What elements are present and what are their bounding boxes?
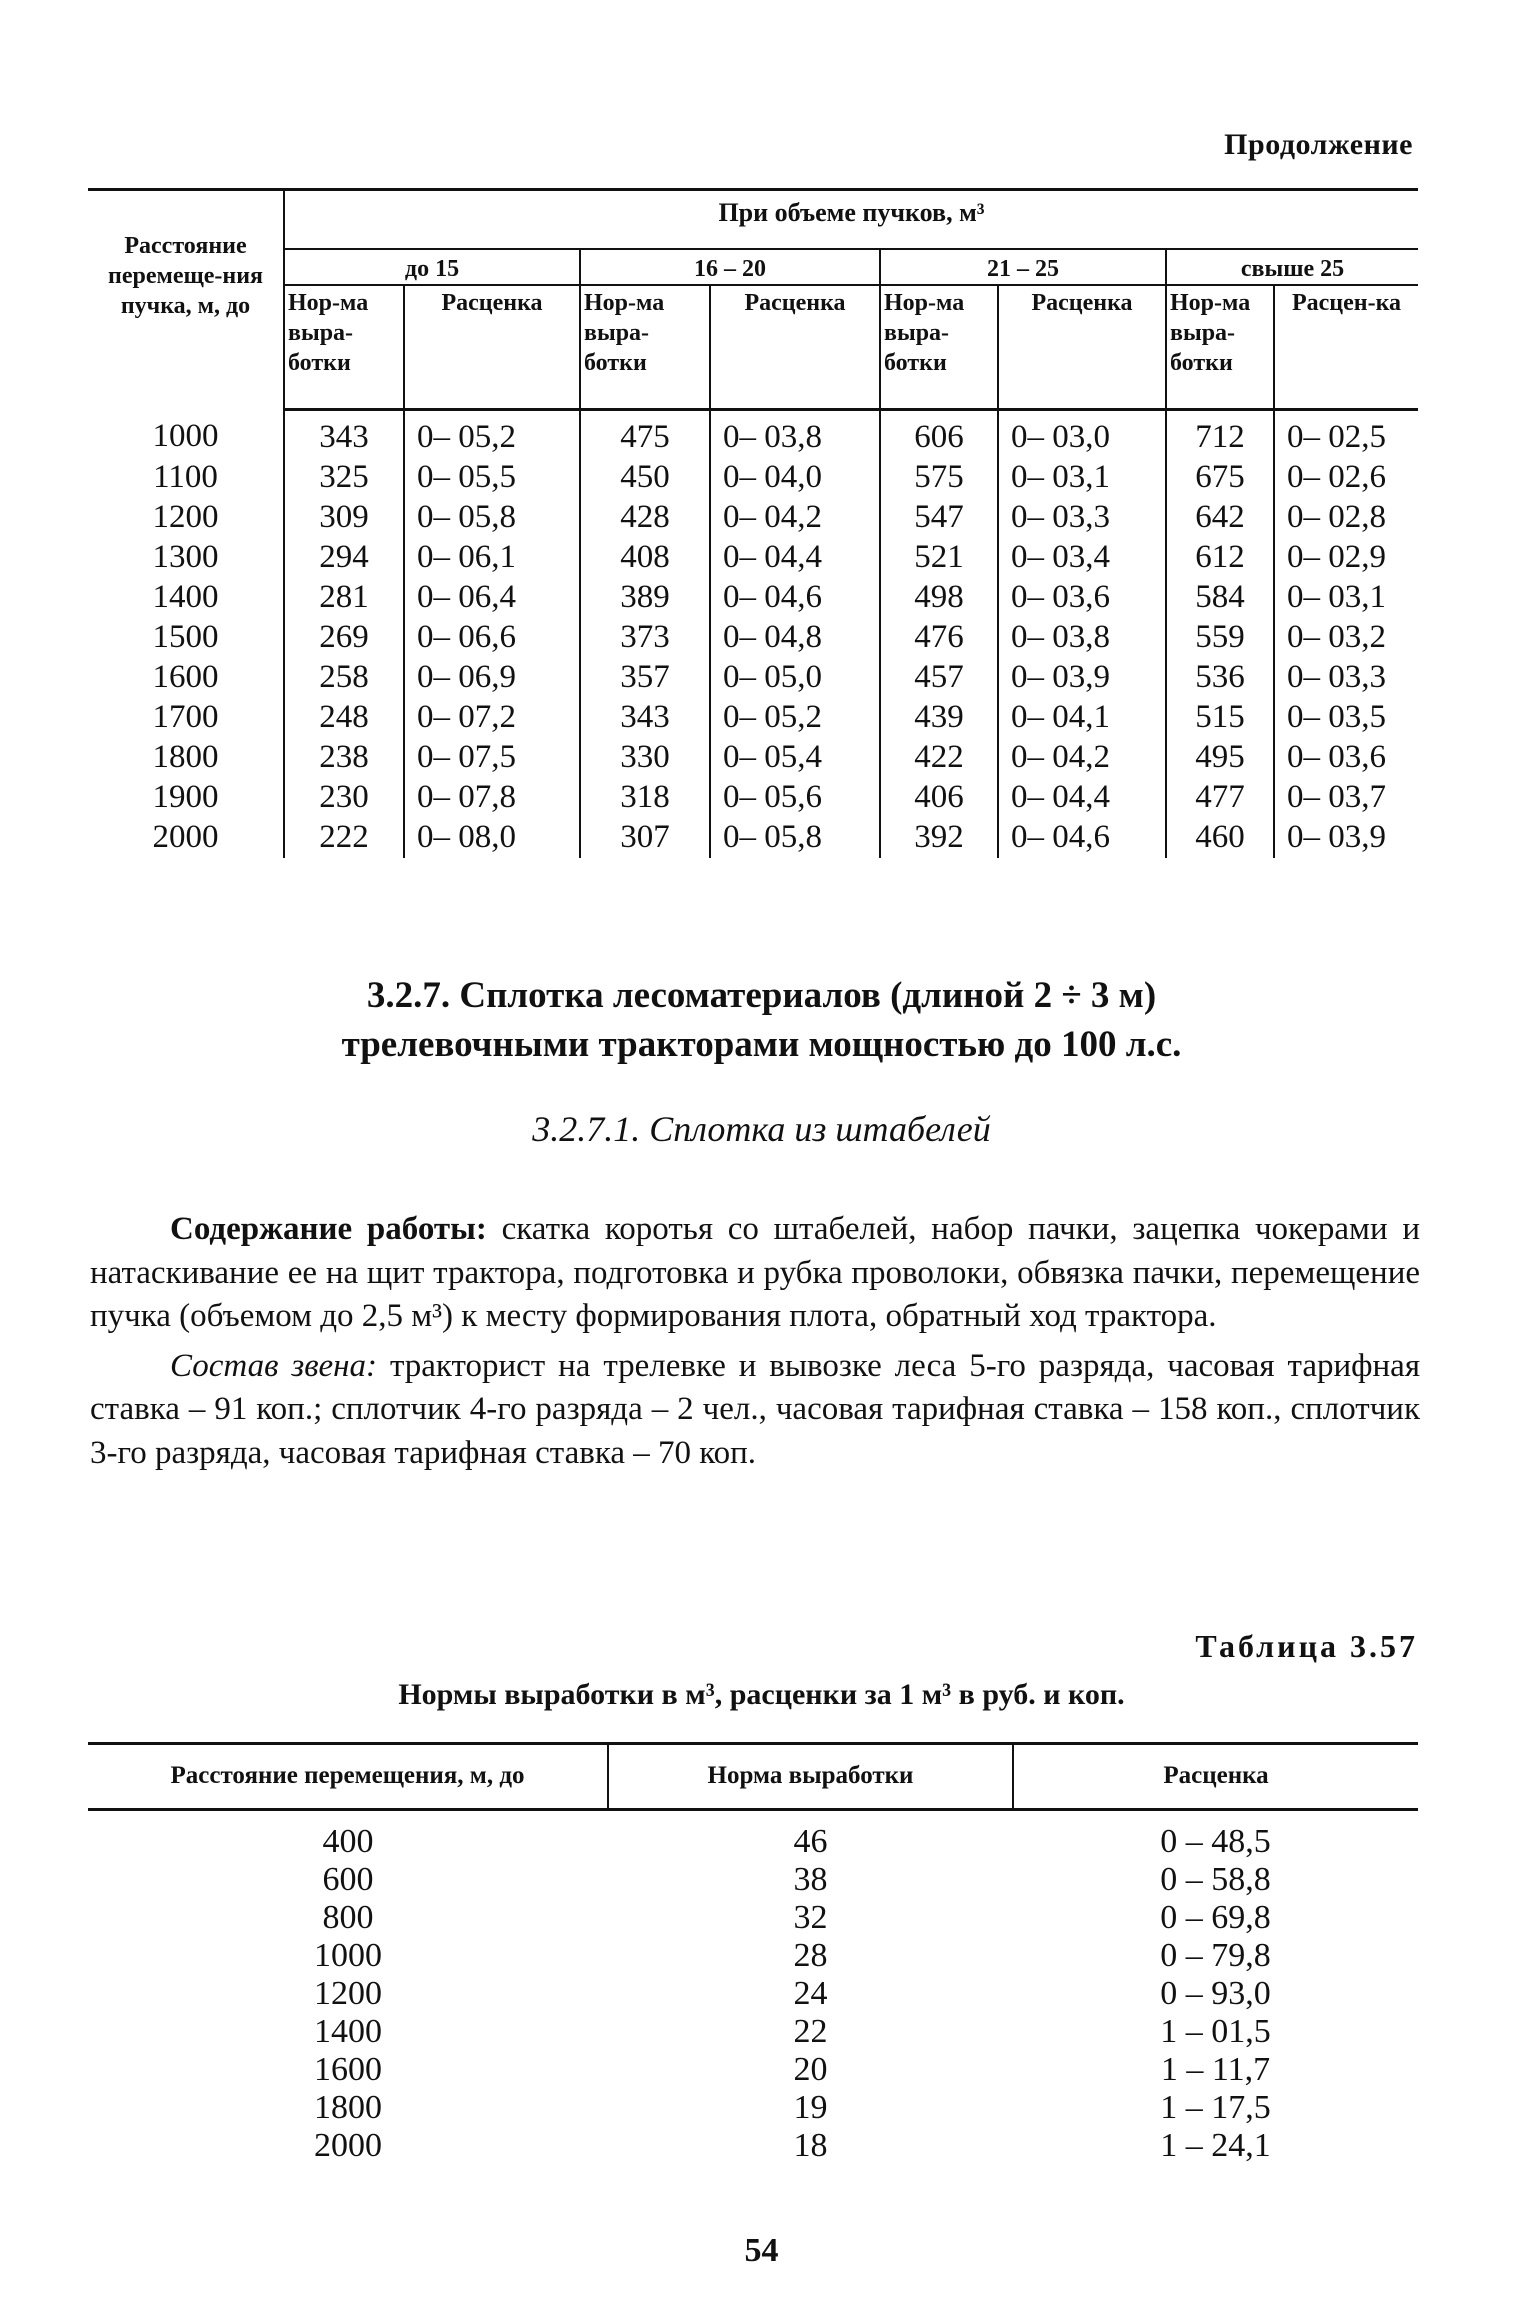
table-row [88,2013,1418,2051]
norm-cell: 389 [580,578,710,618]
distance-cell: 1200 [152,498,219,535]
norm-cell: 422 [880,738,998,778]
norm-cell: 521 [880,538,998,578]
rate-cell: 0– 03,5 [1274,698,1418,738]
rate-cell: 0– 04,6 [710,578,880,618]
rate-cell: 0– 03,1 [998,458,1166,498]
rate-header: Расценка [998,285,1166,410]
table-row [88,1810,1418,1862]
rate-cell: 0– 03,1 [1274,578,1418,618]
norm-cell: 712 [1166,409,1274,458]
distance-cell: 400 [322,1823,374,1860]
norm-cell: 20 [793,2051,828,2088]
rate-cell: 0– 06,9 [404,658,580,698]
norm-cell: 675 [1166,458,1274,498]
norm-cell: 38 [793,1861,828,1898]
norm-cell: 343 [580,698,710,738]
distance-cell: 1200 [314,1975,382,2012]
norm-cell: 392 [880,818,998,858]
work-text: скатка коротья со штабелей, набор пачки, зацепка чокерами и натаскивание ее на щит трактора, подготовка и рубка проволоки, обвязка пачки, перемещение пучка (объемом до 2,5 м³) к месту формирования плота, обратный ход трактора. [90,1211,1421,1335]
norm-cell: 269 [284,618,404,658]
rate-cell: 0– 03,8 [998,618,1166,658]
table-row [88,2051,1418,2089]
table-caption: Таблица 3.57 [1195,1628,1418,1664]
work-content-paragraph [90,1208,1420,1339]
rate-cell: 0 – 93,0 [1160,1975,1271,2012]
norm-cell: 475 [580,409,710,458]
norm-cell: 18 [793,2127,828,2164]
table-row [88,698,1418,738]
rate-cell: 0 – 58,8 [1160,1861,1271,1898]
norm-cell: 559 [1166,618,1274,658]
rate-cell: 0– 06,6 [404,618,580,658]
rate-cell: 0– 05,2 [404,409,580,458]
rate-cell: 0– 03,4 [998,538,1166,578]
norm-cell: 498 [880,578,998,618]
norm-cell: 24 [793,1975,828,2012]
rate-cell: 0– 04,6 [998,818,1166,858]
rate-cell: 0– 05,8 [404,498,580,538]
norm-cell: 238 [284,738,404,778]
rate-cell: 0– 07,5 [404,738,580,778]
distance-cell: 1500 [152,618,219,655]
norm-cell: 575 [880,458,998,498]
rate-cell: 0– 04,8 [710,618,880,658]
rate-cell: 0– 07,2 [404,698,580,738]
norm-header: Нор-ма выра-ботки [284,285,404,410]
distance-cell: 2000 [314,2127,382,2164]
norm-cell: 606 [880,409,998,458]
rate-cell: 0– 02,8 [1274,498,1418,538]
group-header: до 15 [284,249,580,285]
norm-cell: 230 [284,778,404,818]
table-row [88,2089,1418,2127]
group-header: свыше 25 [1166,249,1418,285]
rate-cell: 1 – 24,1 [1160,2127,1271,2164]
table-norms-by-volume [88,188,1418,858]
table-row [88,1937,1418,1975]
rate-cell: 0– 03,2 [1274,618,1418,658]
table-row [88,658,1418,698]
rate-cell: 0– 08,0 [404,818,580,858]
norm-cell: 460 [1166,818,1274,858]
work-label: Содержание работы: [170,1211,487,1247]
rate-header: Расценка [404,285,580,410]
norm-cell: 343 [284,409,404,458]
norm-cell: 248 [284,698,404,738]
distance-cell: 1400 [314,2013,382,2050]
norm-cell: 642 [1166,498,1274,538]
rate-cell: 0– 02,6 [1274,458,1418,498]
rate-cell: 0– 03,6 [998,578,1166,618]
table-row [88,458,1418,498]
norm-cell: 330 [580,738,710,778]
norm-cell: 22 [793,2013,828,2050]
norm-header: Нор-ма выра-ботки [580,285,710,410]
rate-header: Расценка [710,285,880,410]
norm-cell: 307 [580,818,710,858]
norm-cell: 357 [580,658,710,698]
rate-cell: 0– 03,9 [1274,818,1418,858]
rate-cell: 0– 04,2 [710,498,880,538]
table-title: Нормы выработки в м³, расценки за 1 м³ в руб. и коп. [398,1678,1125,1711]
table-row [88,818,1418,858]
rate-cell: 0– 06,4 [404,578,580,618]
rate-cell: 0– 03,8 [710,409,880,458]
t2-header-norm: Норма выработки [608,1744,1013,1810]
norm-cell: 450 [580,458,710,498]
group-header: 16 – 20 [580,249,880,285]
distance-cell: 1300 [152,538,219,575]
table-row [88,1861,1418,1899]
table-row [88,778,1418,818]
norm-cell: 19 [793,2089,828,2126]
norm-cell: 612 [1166,538,1274,578]
rate-header: Расцен-ка [1274,285,1418,410]
distance-cell: 1700 [152,698,219,735]
norm-cell: 222 [284,818,404,858]
rate-cell: 0– 03,0 [998,409,1166,458]
distance-cell: 800 [322,1899,374,1936]
crew-text: тракторист на трелевке и вывозке леса 5-го разряда, часовая тарифная ставка – 91 коп.; сплотчик 4-го разряда – 2 чел., часовая тарифная ставка – 158 коп., сплотчик 3-го разряда, часовая тарифная ставка – 70 коп. [90,1347,1420,1471]
rate-cell: 0– 04,2 [998,738,1166,778]
table-row [88,409,1418,458]
t2-header-distance: Расстояние перемещения, м, до [88,1744,608,1810]
table-row [88,538,1418,578]
norm-cell: 477 [1166,778,1274,818]
rate-cell: 1 – 01,5 [1160,2013,1271,2050]
section-title-line: трелевочными тракторами мощностью до 100 л.с. [341,1023,1182,1065]
distance-cell: 1400 [152,578,219,615]
norm-cell: 46 [793,1823,828,1860]
distance-cell: 1800 [314,2089,382,2126]
norm-cell: 28 [793,1937,828,1974]
header-volume: При объеме пучков, м³ [284,190,1418,249]
rate-cell: 0– 04,0 [710,458,880,498]
rate-cell: 0– 05,4 [710,738,880,778]
rate-cell: 0 – 69,8 [1160,1899,1271,1936]
rate-cell: 0– 05,5 [404,458,580,498]
rate-cell: 0– 05,6 [710,778,880,818]
rate-cell: 0 – 48,5 [1160,1823,1271,1860]
norm-cell: 515 [1166,698,1274,738]
table-row [88,578,1418,618]
rate-cell: 0– 04,4 [998,778,1166,818]
header-distance: Расстояние перемеще-ния пучка, м, до [88,190,284,410]
norm-cell: 408 [580,538,710,578]
section-body [90,1208,1420,1475]
table-row [88,1899,1418,1937]
norm-cell: 373 [580,618,710,658]
distance-cell: 1000 [314,1937,382,1974]
rate-cell: 0– 05,2 [710,698,880,738]
distance-cell: 1000 [152,417,219,454]
rate-cell: 0– 02,5 [1274,409,1418,458]
crew-label: Состав звена: [170,1347,378,1384]
distance-cell: 2000 [152,818,219,855]
norm-cell: 258 [284,658,404,698]
rate-cell: 0– 03,3 [1274,658,1418,698]
norm-cell: 294 [284,538,404,578]
rate-cell: 0– 06,1 [404,538,580,578]
rate-cell: 0– 03,3 [998,498,1166,538]
norm-cell: 281 [284,578,404,618]
rate-cell: 0– 03,7 [1274,778,1418,818]
distance-cell: 600 [322,1861,374,1898]
rate-cell: 0– 04,4 [710,538,880,578]
rate-cell: 1 – 17,5 [1160,2089,1271,2126]
norm-cell: 536 [1166,658,1274,698]
table-row [88,2127,1418,2165]
norm-cell: 32 [793,1899,828,1936]
table-row [88,498,1418,538]
table-row [88,618,1418,658]
table-row [88,738,1418,778]
rate-cell: 0– 02,9 [1274,538,1418,578]
norm-cell: 428 [580,498,710,538]
section-title [0,972,1523,1070]
rate-cell: 0– 07,8 [404,778,580,818]
table-3-57 [88,1742,1418,2165]
rate-cell: 0– 03,9 [998,658,1166,698]
distance-cell: 1800 [152,738,219,775]
norm-header: Нор-ма выра-ботки [1166,285,1274,410]
norm-cell: 476 [880,618,998,658]
rate-cell: 0 – 79,8 [1160,1937,1271,1974]
norm-cell: 457 [880,658,998,698]
t2-header-rate: Расценка [1013,1744,1418,1810]
norm-cell: 318 [580,778,710,818]
distance-cell: 1100 [153,458,218,495]
norm-cell: 309 [284,498,404,538]
rate-cell: 1 – 11,7 [1160,2051,1271,2088]
page-number: 54 [744,2232,779,2269]
distance-cell: 1900 [152,778,219,815]
group-header: 21 – 25 [880,249,1166,285]
norm-cell: 584 [1166,578,1274,618]
norm-cell: 495 [1166,738,1274,778]
norm-cell: 439 [880,698,998,738]
norm-cell: 547 [880,498,998,538]
rate-cell: 0– 05,8 [710,818,880,858]
rate-cell: 0– 03,6 [1274,738,1418,778]
section-title-line: 3.2.7. Сплотка лесоматериалов (длиной 2 ÷ 3 м) [366,975,1157,1016]
norm-cell: 406 [880,778,998,818]
continuation-label: Продолжение [1224,128,1413,161]
norm-header: Нор-ма выра-ботки [880,285,998,410]
rate-cell: 0– 05,0 [710,658,880,698]
rate-cell: 0– 04,1 [998,698,1166,738]
norm-cell: 325 [284,458,404,498]
distance-cell: 1600 [152,658,219,695]
crew-paragraph [90,1345,1420,1476]
section-subtitle: 3.2.7.1. Сплотка из штабелей [532,1109,991,1149]
table-row [88,1975,1418,2013]
distance-cell: 1600 [314,2051,382,2088]
